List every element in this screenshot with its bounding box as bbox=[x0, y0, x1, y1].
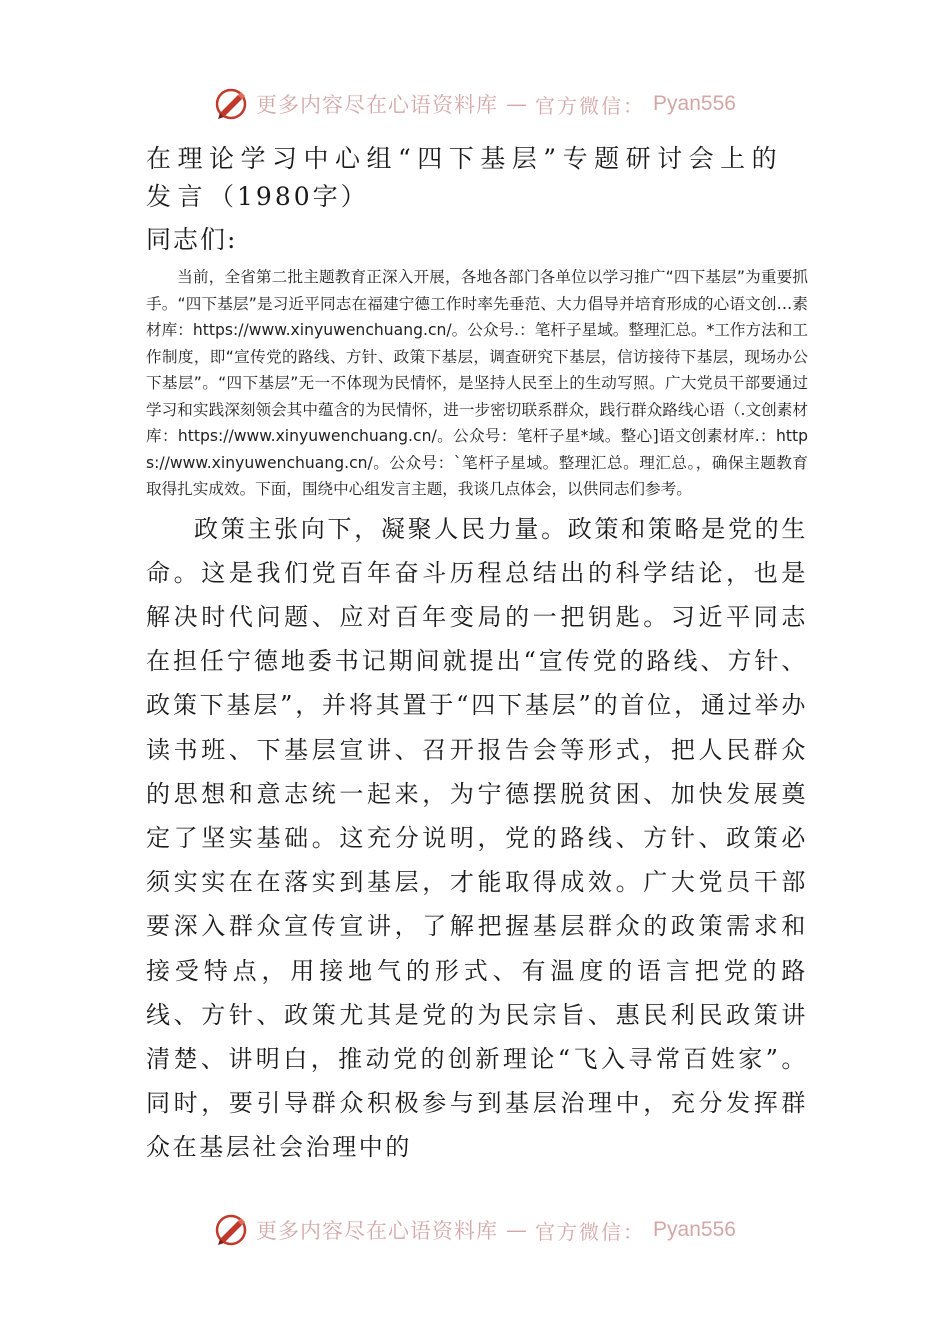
footer-banner bbox=[0, 1210, 950, 1250]
title-text: 在理论学习中心组“四下基层”专题研讨会上的发言 bbox=[146, 144, 784, 211]
header-banner bbox=[0, 84, 950, 124]
banner-separator: — bbox=[506, 92, 528, 116]
banner-separator: — bbox=[506, 1218, 528, 1242]
word-count: （1980字） bbox=[209, 182, 369, 211]
body-paragraph: 政策主张向下，凝聚人民力量。政策和策略是党的生命。这是我们党百年奋斗历程总结出的科学结论，也是解决时代问题、应对百年变局的一把钥匙。习近平同志在担任宁德地委书记期间就提出“宣传党的路线、方针、政策下基层”，并将其置于“四下基层”的首位，通过举办读书班、下基层宣讲、召开报告会等形式，把人民群众的思想和意志统一起来，为宁德摆脱贫困、加快发展奠定了坚实基础。这充分说明，党的路线、方针、政策必须实实在在落实到基层，才能取得成效。广大党员干部要深入群众宣传宣讲，了解把握基层群众的政策需求和接受特点，用接地气的形式、有温度的语言把党的路线、方针、政策尤其是党的为民宗旨、惠民利民政策讲清楚、讲明白，推动党的创新理论“飞入寻常百姓家”。同时，要引导群众积极参与到基层治理中，充分发挥群众在基层社会治理中的 bbox=[146, 514, 808, 1162]
document-title bbox=[146, 140, 808, 216]
wechat-id: Pyan556 bbox=[653, 1218, 736, 1241]
intro-paragraph: 当前，全省第二批主题教育正深入开展，各地各部门各单位以学习推广“四下基层”为重要抓手。“四下基层”是习近平同志在福建宁德工作时率先垂范、大力倡导并培育形成的心语文创…素材库：https://www.xinyuwenchuang.cn/。公众号.：笔杆子星域。整理汇总。*工作方法和工作制度，即“宣传党的路线、方针、政策下基层，调查研究下基层，信访接待下基层，现场办公下基层”。“四下基层”无一不体现为民情怀，是坚持人民至上的生动写照。广大党员干部要通过学习和实践深刻领会其中蕴含的为民情怀，进一步密切联系群众，践行群众路线心语（.文创素材库：https://www.xinyuwenchuang.cn/。公众号：笔杆子星*域。整心]语文创素材库.：https://www.xinyuwenchuang.cn/。公众号：`笔杆子星域。整理汇总。理汇总。，确保主题教育取得扎实成效。下面，围绕中心组发言主题，我谈几点体会，以供同志们参考。 bbox=[146, 268, 808, 498]
document-body bbox=[146, 140, 808, 1170]
wechat-label: 官方微信： bbox=[535, 1219, 646, 1244]
wechat-id: Pyan556 bbox=[653, 92, 736, 115]
salutation: 同志们: bbox=[146, 225, 238, 254]
pen-logo-icon bbox=[214, 1213, 248, 1247]
pen-logo-icon bbox=[214, 87, 248, 121]
wechat-label: 官方微信： bbox=[535, 93, 646, 118]
promo-text: 更多内容尽在心语资料库 bbox=[256, 1219, 499, 1243]
promo-text: 更多内容尽在心语资料库 bbox=[256, 93, 499, 117]
